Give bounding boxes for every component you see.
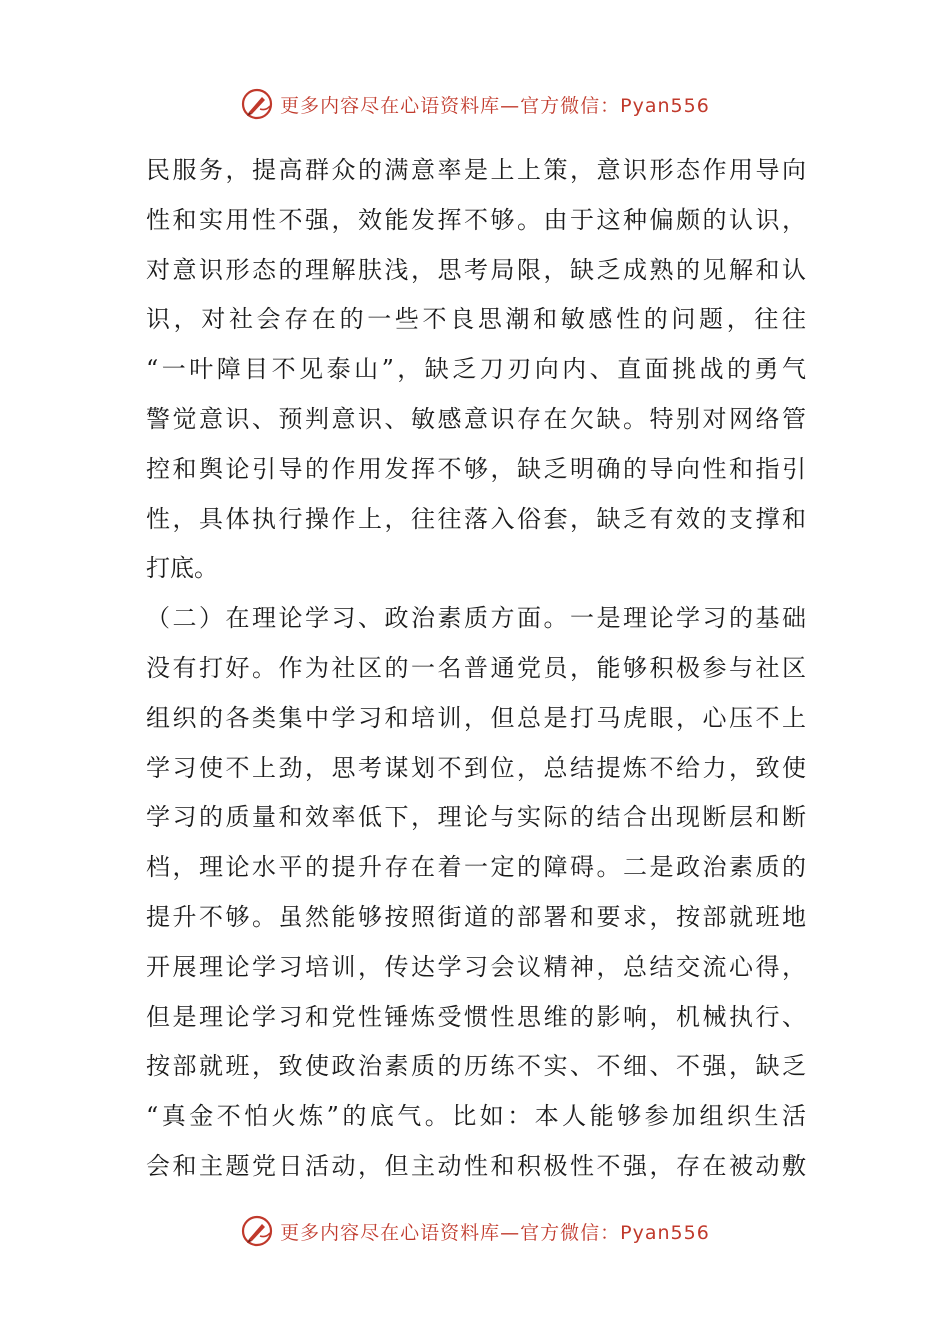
document-body bbox=[146, 146, 806, 1192]
body-line: 会和主题党日活动，但主动性和积极性不强，存在被动敷 bbox=[146, 1151, 806, 1180]
body-line: “真金不怕火炼”的底气。比如：本人能够参加组织生活 bbox=[146, 1102, 806, 1131]
body-line: 对意识形态的理解肤浅，思考局限，缺乏成熟的见解和认 bbox=[146, 255, 806, 284]
body-line: 学习的质量和效率低下，理论与实际的结合出现断层和断 bbox=[146, 803, 806, 832]
body-line: （二）在理论学习、政治素质方面。一是理论学习的基础 bbox=[146, 604, 806, 633]
body-line: 性和实用性不强，效能发挥不够。由于这种偏颇的认识， bbox=[146, 205, 806, 234]
footer-banner-text: 更多内容尽在心语资料库—官方微信：Pyan556 bbox=[280, 1221, 710, 1244]
body-line: 开展理论学习培训，传达学习会议精神，总结交流心得， bbox=[146, 952, 806, 981]
footer-banner bbox=[0, 1211, 950, 1251]
body-line: 组织的各类集中学习和培训，但总是打马虎眼，心压不上 bbox=[146, 703, 806, 732]
body-line: 民服务，提高群众的满意率是上上策，意识形态作用导向 bbox=[146, 156, 806, 184]
body-line: 档，理论水平的提升存在着一定的障碍。二是政治素质的 bbox=[146, 853, 806, 882]
body-line: 提升不够。虽然能够按照街道的部署和要求，按部就班地 bbox=[146, 902, 806, 931]
pen-logo-icon bbox=[240, 1214, 274, 1248]
body-line: 性，具体执行操作上，往往落入俗套，缺乏有效的支撑和 bbox=[146, 504, 806, 533]
header-banner bbox=[0, 84, 950, 124]
body-line: 但是理论学习和党性锤炼受惯性思维的影响，机械执行、 bbox=[146, 1002, 806, 1031]
pen-logo-icon bbox=[240, 87, 274, 121]
body-line: 控和舆论引导的作用发挥不够，缺乏明确的导向性和指引 bbox=[146, 454, 806, 483]
body-line: 识，对社会存在的一些不良思潮和敏感性的问题，往往 bbox=[146, 305, 806, 334]
body-line: 没有打好。作为社区的一名普通党员，能够积极参与社区 bbox=[146, 653, 806, 682]
body-line: 学习使不上劲，思考谋划不到位，总结提炼不给力，致使 bbox=[146, 753, 806, 782]
body-line: 警觉意识、预判意识、敏感意识存在欠缺。特别对网络管 bbox=[146, 404, 806, 433]
body-line: “一叶障目不见泰山”，缺乏刀刃向内、直面挑战的勇气 bbox=[146, 355, 806, 384]
body-line: 按部就班，致使政治素质的历练不实、不细、不强，缺乏 bbox=[146, 1052, 806, 1081]
body-line: 打底。 bbox=[146, 554, 218, 583]
header-banner-text: 更多内容尽在心语资料库—官方微信：Pyan556 bbox=[280, 94, 710, 117]
